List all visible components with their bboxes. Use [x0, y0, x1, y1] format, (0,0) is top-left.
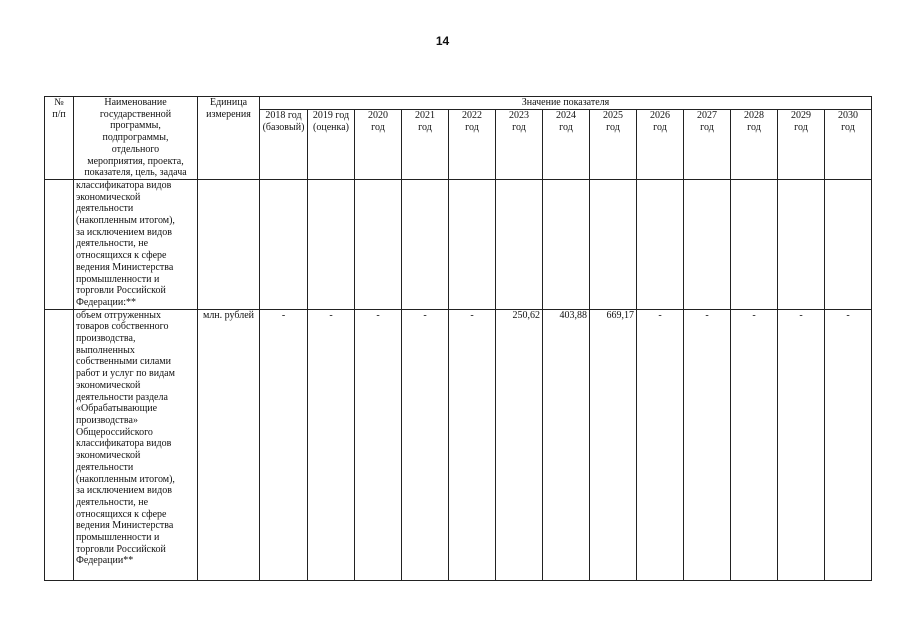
table-row [45, 309, 872, 580]
row-name: классификатора видов экономической деятельности (накопленным итогом), за исключением видов деятельности, не относящихся к сфере ведения Министерства промышленности и торговли Российской Федерации:** [74, 179, 198, 309]
row-name: объем отгруженных товаров собственного производства, выполненных собственными силами работ и услуг по видам экономической деятельности раздела «Обрабатывающие производства» Общероссийского классификатора видов экономической деятельности (накопленным итогом), за исключением видов деятельности, не относящихся к сфере ведения Министерства промышленности и торговли Российской Федерации** [74, 309, 198, 580]
value-cell [402, 179, 449, 309]
year-header: 2030 год [825, 110, 872, 180]
value-cell [543, 179, 590, 309]
value-cell: - [731, 309, 778, 580]
index-header: № п/п [45, 97, 74, 180]
header-row-top [45, 97, 872, 110]
year-header: 2022 год [449, 110, 496, 180]
year-header: 2027 год [684, 110, 731, 180]
value-cell [590, 179, 637, 309]
year-header: 2021 год [402, 110, 449, 180]
value-cell [825, 179, 872, 309]
year-header: 2028 год [731, 110, 778, 180]
value-cell [308, 179, 355, 309]
year-header: 2024 год [543, 110, 590, 180]
year-header: 2026 год [637, 110, 684, 180]
value-cell: - [355, 309, 402, 580]
value-group-header: Значение показателя [260, 97, 872, 110]
row-index [45, 179, 74, 309]
value-cell: - [778, 309, 825, 580]
year-header: 2018 год (базовый) [260, 110, 308, 180]
year-header: 2025 год [590, 110, 637, 180]
value-cell [684, 179, 731, 309]
value-cell: - [308, 309, 355, 580]
row-unit [198, 179, 260, 309]
value-cell [778, 179, 825, 309]
indicator-table [44, 96, 872, 581]
year-header: 2029 год [778, 110, 825, 180]
table-row [45, 179, 872, 309]
year-header: 2019 год (оценка) [308, 110, 355, 180]
value-cell [355, 179, 402, 309]
value-cell: - [402, 309, 449, 580]
value-cell [260, 179, 308, 309]
value-cell [496, 179, 543, 309]
row-unit: млн. рублей [198, 309, 260, 580]
value-cell [637, 179, 684, 309]
value-cell: - [684, 309, 731, 580]
year-header: 2023 год [496, 110, 543, 180]
name-header: Наименование государственной программы, подпрограммы, отдельного мероприятия, проекта, показателя, цель, задача [74, 97, 198, 180]
value-cell: - [449, 309, 496, 580]
unit-header: Единица измерения [198, 97, 260, 180]
value-cell: 669,17 [590, 309, 637, 580]
value-cell: - [825, 309, 872, 580]
value-cell: 403,88 [543, 309, 590, 580]
row-index [45, 309, 74, 580]
value-cell: 250,62 [496, 309, 543, 580]
value-cell [731, 179, 778, 309]
year-header: 2020 год [355, 110, 402, 180]
value-cell: - [637, 309, 684, 580]
value-cell: - [260, 309, 308, 580]
value-cell [449, 179, 496, 309]
page-number: 14 [435, 34, 450, 48]
